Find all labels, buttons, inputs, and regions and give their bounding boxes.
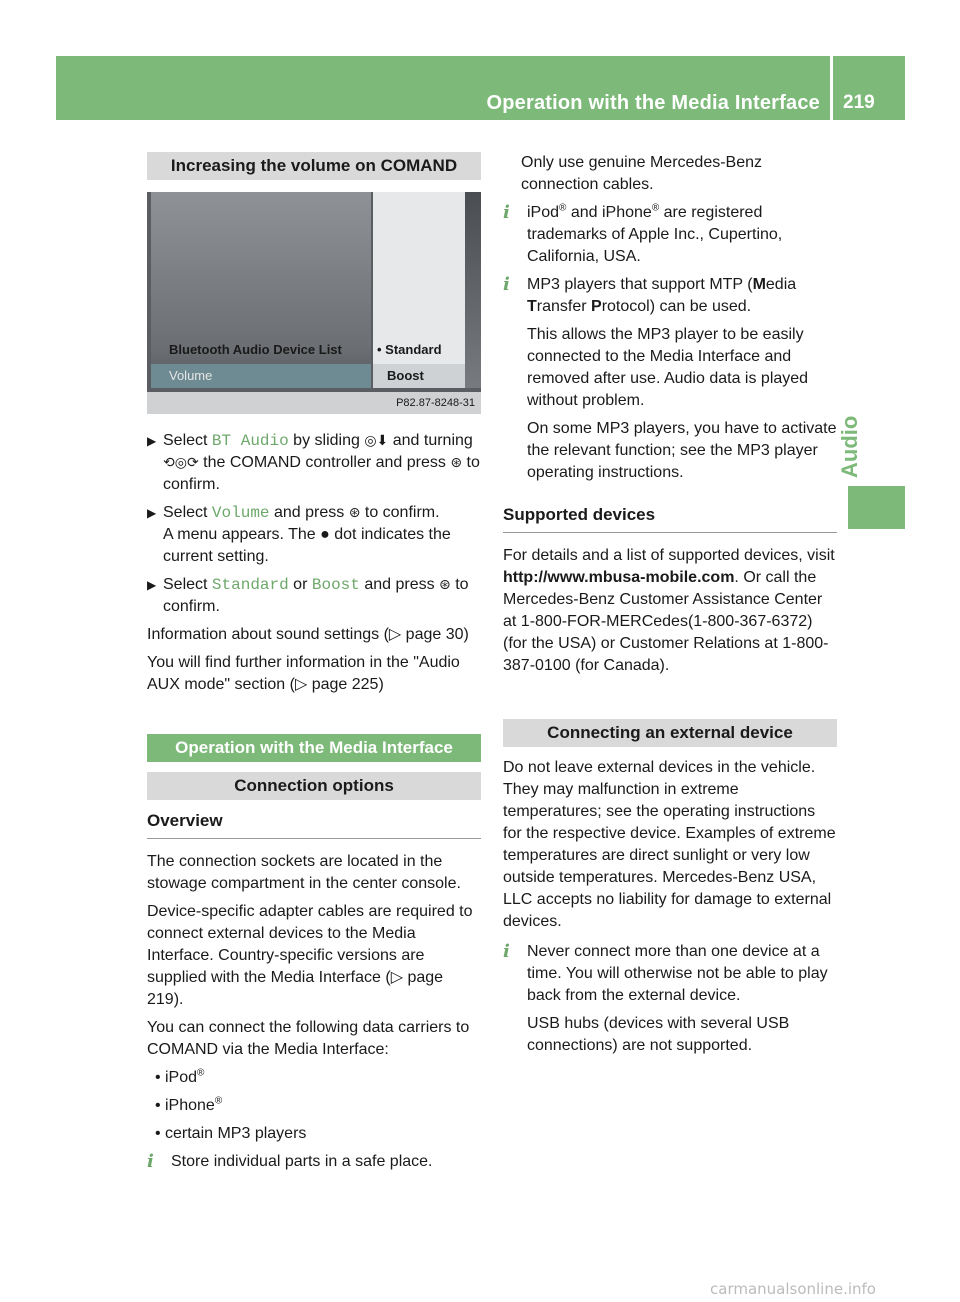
step-select-bt-audio: ▶ Select BT Audio by sliding ◎⬇ and turning ⟲◎⟳ the COMAND controller and press ⊛ to confirm. [147, 430, 481, 502]
turn-controller-icon: ⟲◎⟳ [163, 455, 199, 471]
para-supported-devices: For details and a list of supported devices, visit http://www.mbusa-mobile.com. Or call the Mercedes-Benz Customer Assistance Center at 1-800-FOR-MERCedes(1-800-367-6372) (for the USA) or Customer Relations at 1-800-387-0100 (for Canada). [503, 547, 835, 674]
support-url-link[interactable]: http://www.mbusa-mobile.com [503, 569, 735, 586]
screen-option-standard: • Standard [377, 342, 442, 357]
arrow-icon: ▶ [147, 578, 157, 592]
list-item: • certain MP3 players [155, 1125, 307, 1142]
info-icon: i [147, 1151, 154, 1172]
header-bar [56, 56, 830, 120]
image-reference-code: P82.87-8248-31 [396, 397, 475, 409]
press-controller-icon: ⊛ [439, 577, 451, 593]
step-select-volume: ▶ Select Volume and press ⊛ to confirm. A menu appears. The ● dot indicates the current setting. [147, 502, 481, 574]
info-note-store-parts: i Store individual parts in a safe place. [147, 1151, 481, 1179]
screen-menu-item-device-list: Bluetooth Audio Device List [169, 342, 342, 357]
info-icon: i [503, 941, 510, 962]
para-genuine-cables: Only use genuine Mercedes-Benz connection cables. [521, 154, 763, 193]
list-item: • iPhone® [155, 1095, 223, 1114]
arrow-icon: ▶ [147, 506, 157, 520]
info-note-one-device: i Never connect more than one device at a time. You will otherwise not be able to play back from the external device. USB hubs (devices with several USB connections) are not supported. [503, 941, 837, 1063]
info-note-trademarks: i iPod® and iPhone® are registered trademarks of Apple Inc., Cupertino, California, USA. [503, 202, 837, 274]
press-controller-icon: ⊛ [348, 505, 361, 521]
code-boost: Boost [311, 576, 360, 594]
press-controller-icon: ⊛ [450, 455, 463, 471]
screen-menu-item-volume: Volume [151, 364, 371, 388]
screen-edge-panel [465, 192, 481, 388]
page-number: 219 [843, 92, 875, 113]
section-title-media-interface: Operation with the Media Interface [147, 734, 481, 762]
page-number-box [833, 56, 905, 120]
footer-watermark: carmanualsonline.info [710, 1280, 876, 1298]
page-title: Operation with the Media Interface [486, 92, 820, 114]
step-note: A menu appears. The ● dot indicates the current setting. [163, 526, 451, 565]
screen-option-boost: Boost [373, 364, 465, 388]
step-select-standard-boost: ▶ Select Standard or Boost and press ⊛ to confirm. [147, 574, 481, 624]
para-aux-mode: You will find further information in the "Audio AUX mode" section (▷ page 225) [147, 654, 460, 693]
right-column [503, 152, 837, 1063]
slide-down-icon: ◎⬇ [364, 433, 389, 449]
left-column [147, 152, 481, 1179]
side-tab-marker [848, 486, 905, 529]
side-tab-label: Audio [837, 415, 862, 478]
list-item: • iPod® [155, 1067, 205, 1086]
code-volume: Volume [211, 504, 270, 522]
overview-para-1: The connection sockets are located in the stowage compartment in the center console. [147, 853, 461, 892]
overview-para-2: Device-specific adapter cables are required to connect external devices to the Media Interface. Country-specific versions are supplied with the Media Interface (▷ page 219). [147, 903, 473, 1008]
para-sound-settings: Information about sound settings (▷ page 30) [147, 626, 469, 643]
subtitle-overview: Overview [147, 810, 481, 839]
section-title-external-device: Connecting an external device [503, 719, 837, 747]
section-title-connection-options: Connection options [147, 772, 481, 800]
subtitle-supported-devices: Supported devices [503, 504, 837, 533]
comand-screen-image [147, 192, 481, 414]
code-bt-audio: BT Audio [211, 432, 289, 450]
section-title-volume: Increasing the volume on COMAND [147, 152, 481, 180]
info-icon: i [503, 202, 510, 223]
code-standard: Standard [211, 576, 289, 594]
info-icon: i [503, 274, 510, 295]
para-external-devices: Do not leave external devices in the vehicle. They may malfunction in extreme temperatures; see the operating instructions for the respective device. Examples of extreme temperatures are direct sunlight or very low outside temperatures. Mercedes-Benz USA, LLC accepts no liability for damage to external devices. [503, 759, 836, 930]
arrow-icon: ▶ [147, 434, 157, 448]
info-note-mtp: i MP3 players that support MTP (Media Transfer Protocol) can be used. This allows the MP3 player to be easily connected to the Media Interface and removed after use. Audio data is played without problem. On some MP3 players, you have to activate the relevant function; see the MP3 player operating instructions. [503, 274, 837, 490]
overview-para-3: You can connect the following data carriers to COMAND via the Media Interface: [147, 1019, 470, 1058]
